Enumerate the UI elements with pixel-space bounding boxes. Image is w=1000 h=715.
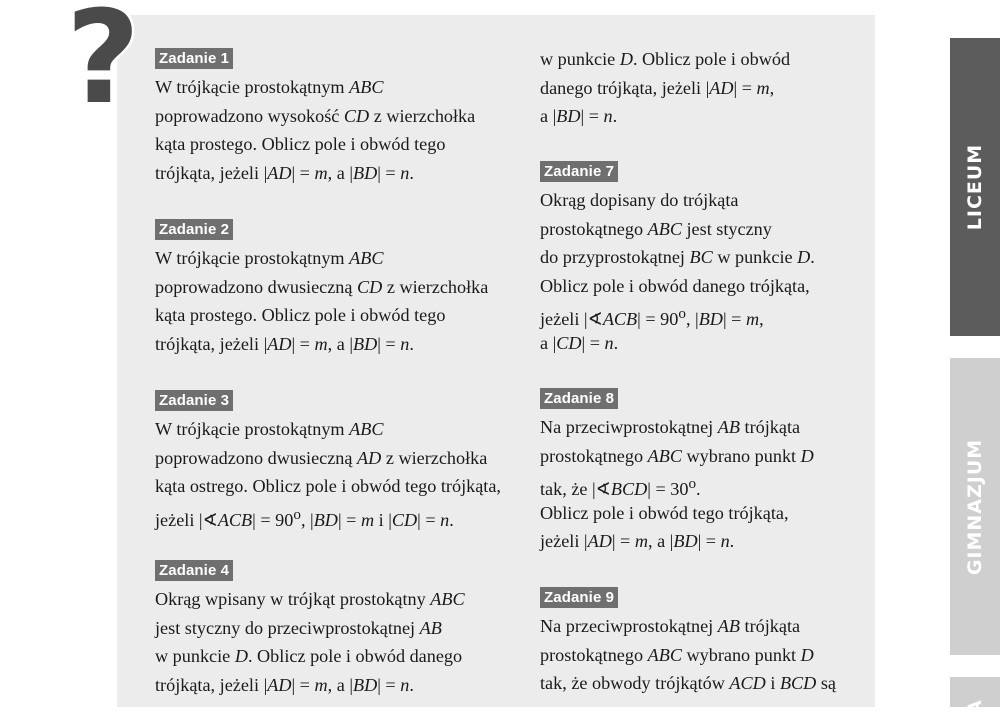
right-task-1 [540,45,790,131]
task-text-line: jest styczny do przeciwprostokątnej AB [155,617,442,638]
task-label-badge: Zadanie 7 [540,161,618,182]
question-mark-icon [58,0,148,120]
task-text-line: tak, że |∢BCD| = $30^o$. [540,475,701,500]
task-text-line: prostokątnego ABC wybrano punkt D [540,644,814,665]
task-text-line: Okrąg wpisany w trójkąt prostokątny ABC [155,589,465,609]
task-text-line: prostokątnego ABC jest styczny [540,218,772,239]
task-text-line: Na przeciwprostokątnej AB trójkąta [540,616,801,636]
task-label-badge: Zadanie 2 [155,219,233,240]
left-task-3 [155,390,501,529]
task-text-line: a |BD| = n. [540,106,618,127]
task-text-line: trójkąta, jeżeli |AD| = m, a |BD| = n. [155,674,414,695]
svg-text:?: ? [65,0,141,120]
tab-label-third: A [964,699,986,715]
right-task-4 [540,587,836,698]
task-text-line: Oblicz pole i obwód tego trójkąta, [540,502,789,523]
task-text-line: kąta ostrego. Oblicz pole i obwód tego trójkąta, [155,476,501,497]
task-text-line: do przyprostokątnej BC w punkcie D. [540,247,815,268]
left-task-2 [155,219,488,358]
task-label-badge: Zadanie 1 [155,48,233,69]
task-text-line: W trójkącie prostokątnym ABC [155,77,384,97]
task-text-line: Okrąg dopisany do trójkąta [540,190,739,210]
task-text-line: poprowadzono wysokość CD z wierzchołka [155,105,476,126]
task-text-line: w punkcie D. Oblicz pole i obwód danego [155,646,463,667]
tab-third[interactable] [950,677,1000,715]
task-label-badge: Zadanie 9 [540,587,618,608]
task-label-badge: Zadanie 4 [155,560,233,581]
task-text-line: poprowadzono dwusieczną AD z wierzchołka [155,447,488,468]
task-text-line: jeżeli |AD| = m, a |BD| = n. [540,531,735,552]
tab-liceum[interactable] [950,38,1000,336]
task-text-line: jeżeli |∢ACB| = $90^o$, |BD| = m i |CD| = n. [155,505,454,530]
right-task-2 [540,161,815,358]
task-text-line: trójkąta, jeżeli |AD| = m, a |BD| = n. [155,162,414,183]
task-text-line: poprowadzono dwusieczną CD z wierzchołka [155,276,489,297]
task-text-line: jeżeli |∢ACB| = $90^o$, |BD| = m, [540,305,764,330]
task-text-line: w punkcie D. Oblicz pole i obwód [540,49,791,69]
task-text-line: prostokątnego ABC wybrano punkt D [540,445,814,466]
task-label-badge: Zadanie 8 [540,388,618,409]
task-text-line: a |CD| = n. [540,332,619,353]
task-text-line: tak, że obwody trójkątów ACD i BCD są [540,673,837,694]
left-task-4 [155,560,465,699]
task-text-line: kąta prostego. Oblicz pole i obwód tego [155,134,446,155]
task-text-line: Na przeciwprostokątnej AB trójkąta [540,417,801,437]
tab-label-liceum: LICEUM [964,143,986,231]
task-text-line: danego trójkąta, jeżeli |AD| = m, [540,77,775,98]
task-text-line: trójkąta, jeżeli |AD| = m, a |BD| = n. [155,333,414,354]
left-task-1 [155,48,475,187]
task-text-line: W trójkącie prostokątnym ABC [155,248,384,268]
tab-gimnazjum[interactable] [950,358,1000,655]
tab-label-gimnazjum: GIMNAZJUM [964,438,986,575]
task-text-line: Oblicz pole i obwód danego trójkąta, [540,275,810,296]
task-text-line: W trójkącie prostokątnym ABC [155,419,384,439]
right-task-3 [540,388,814,556]
task-text-line: kąta prostego. Oblicz pole i obwód tego [155,305,446,326]
task-label-badge: Zadanie 3 [155,390,233,411]
